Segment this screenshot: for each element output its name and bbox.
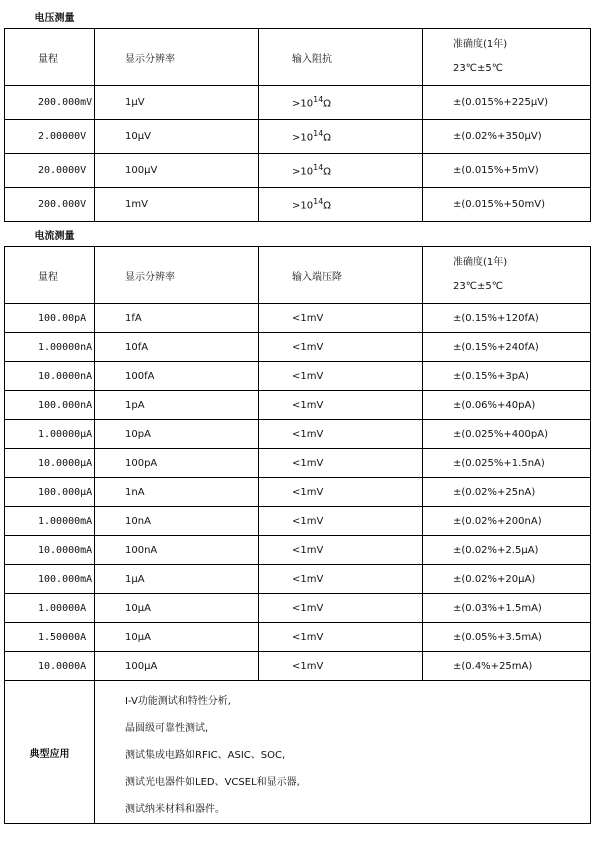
range-cell: 1.00000μA [5, 420, 95, 449]
range-cell: 1.00000A [5, 594, 95, 623]
range-cell: 200.000V [5, 188, 95, 222]
accuracy-cell: ±(0.015%+5mV) [423, 154, 591, 188]
range-cell: 2.00000V [5, 120, 95, 154]
burden-voltage-cell: <1mV [259, 420, 423, 449]
table-row [5, 154, 591, 188]
header-range: 量程 [5, 29, 95, 86]
table-row [5, 120, 591, 154]
accuracy-cell: ±(0.4%+25mA) [423, 652, 591, 681]
table-row [5, 391, 591, 420]
accuracy-cell: ±(0.02%+2.5μA) [423, 536, 591, 565]
impedance-exponent: 14 [313, 129, 324, 139]
application-item: 测试光电器件如LED、VCSEL和显示器, [125, 776, 300, 788]
accuracy-cell: ±(0.025%+400pA) [423, 420, 591, 449]
impedance-exponent: 14 [313, 163, 324, 173]
resolution-cell: 1μA [95, 565, 259, 594]
table-row [5, 188, 591, 222]
header-range: 量程 [5, 247, 95, 304]
accuracy-cell: ±(0.02%+350μV) [423, 120, 591, 154]
resolution-cell: 100μV [95, 154, 259, 188]
burden-voltage-cell: <1mV [259, 565, 423, 594]
application-item: 测试集成电路如RFIC、ASIC、SOC, [125, 749, 286, 761]
table-row [5, 304, 591, 333]
applications-section [5, 681, 591, 824]
voltage-rows [5, 86, 591, 222]
resolution-cell: 10fA [95, 333, 259, 362]
spec-table [4, 4, 591, 824]
impedance-base: >10 [292, 166, 314, 178]
header-resolution: 显示分辨率 [95, 29, 259, 86]
accuracy-cell: ±(0.02%+20μA) [423, 565, 591, 594]
burden-voltage-cell: <1mV [259, 391, 423, 420]
accuracy-cell: ±(0.15%+3pA) [423, 362, 591, 391]
table-row [5, 362, 591, 391]
range-cell: 10.0000μA [5, 449, 95, 478]
application-item: I-V功能测试和特性分析, [125, 695, 231, 707]
range-cell: 10.0000nA [5, 362, 95, 391]
burden-voltage-cell: <1mV [259, 333, 423, 362]
impedance-exponent: 14 [313, 197, 324, 207]
resolution-cell: 1mV [95, 188, 259, 222]
table-row [5, 478, 591, 507]
table-row [5, 420, 591, 449]
header-resolution: 显示分辨率 [95, 247, 259, 304]
applications-list [95, 681, 591, 824]
accuracy-cell: ±(0.05%+3.5mA) [423, 623, 591, 652]
table-row [5, 594, 591, 623]
accuracy-period: 准确度(1年) [453, 257, 508, 268]
impedance-unit: Ω [323, 166, 331, 178]
table-row [5, 449, 591, 478]
accuracy-cell: ±(0.02%+25nA) [423, 478, 591, 507]
impedance-base: >10 [292, 132, 314, 144]
table-row [5, 652, 591, 681]
impedance-cell [259, 86, 423, 120]
current-header-row [5, 247, 591, 304]
accuracy-temperature: 23℃±5℃ [453, 63, 503, 74]
burden-voltage-cell: <1mV [259, 304, 423, 333]
impedance-unit: Ω [323, 98, 331, 110]
voltage-section [5, 4, 591, 86]
burden-voltage-cell: <1mV [259, 478, 423, 507]
range-cell: 1.50000A [5, 623, 95, 652]
range-cell: 1.00000nA [5, 333, 95, 362]
resolution-cell: 100nA [95, 536, 259, 565]
burden-voltage-cell: <1mV [259, 536, 423, 565]
accuracy-cell: ±(0.025%+1.5nA) [423, 449, 591, 478]
resolution-cell: 1fA [95, 304, 259, 333]
impedance-base: >10 [292, 98, 314, 110]
resolution-cell: 10μA [95, 594, 259, 623]
accuracy-cell: ±(0.015%+225μV) [423, 86, 591, 120]
resolution-cell: 10pA [95, 420, 259, 449]
table-row [5, 86, 591, 120]
range-cell: 1.00000mA [5, 507, 95, 536]
table-row [5, 507, 591, 536]
resolution-cell: 1nA [95, 478, 259, 507]
impedance-unit: Ω [323, 132, 331, 144]
range-cell: 100.000mA [5, 565, 95, 594]
range-cell: 100.00pA [5, 304, 95, 333]
application-item: 测试纳米材料和器件。 [125, 803, 225, 815]
resolution-cell: 10μV [95, 120, 259, 154]
range-cell: 10.0000mA [5, 536, 95, 565]
current-rows [5, 304, 591, 681]
burden-voltage-cell: <1mV [259, 449, 423, 478]
accuracy-temperature: 23℃±5℃ [453, 281, 503, 292]
current-section-title: 电流测量 [5, 222, 591, 247]
impedance-cell [259, 120, 423, 154]
accuracy-cell: ±(0.02%+200nA) [423, 507, 591, 536]
table-row [5, 565, 591, 594]
range-cell: 200.000mV [5, 86, 95, 120]
accuracy-cell: ±(0.03%+1.5mA) [423, 594, 591, 623]
table-row [5, 536, 591, 565]
header-burden-voltage: 输入端压降 [259, 247, 423, 304]
application-item: 晶圆级可靠性测试, [125, 722, 209, 734]
applications-label: 典型应用 [5, 681, 95, 824]
voltage-section-title: 电压测量 [5, 4, 591, 29]
resolution-cell: 100μA [95, 652, 259, 681]
resolution-cell: 1pA [95, 391, 259, 420]
burden-voltage-cell: <1mV [259, 507, 423, 536]
resolution-cell: 10nA [95, 507, 259, 536]
accuracy-cell: ±(0.015%+50mV) [423, 188, 591, 222]
burden-voltage-cell: <1mV [259, 594, 423, 623]
header-accuracy [423, 247, 591, 304]
resolution-cell: 1μV [95, 86, 259, 120]
resolution-cell: 10μA [95, 623, 259, 652]
impedance-base: >10 [292, 200, 314, 212]
header-impedance: 输入阻抗 [259, 29, 423, 86]
accuracy-period: 准确度(1年) [453, 39, 508, 50]
burden-voltage-cell: <1mV [259, 623, 423, 652]
accuracy-cell: ±(0.06%+40pA) [423, 391, 591, 420]
resolution-cell: 100pA [95, 449, 259, 478]
table-row [5, 333, 591, 362]
impedance-exponent: 14 [313, 95, 324, 105]
impedance-cell [259, 154, 423, 188]
burden-voltage-cell: <1mV [259, 362, 423, 391]
range-cell: 100.000nA [5, 391, 95, 420]
impedance-unit: Ω [323, 200, 331, 212]
burden-voltage-cell: <1mV [259, 652, 423, 681]
range-cell: 20.0000V [5, 154, 95, 188]
resolution-cell: 100fA [95, 362, 259, 391]
impedance-cell [259, 188, 423, 222]
current-section [5, 222, 591, 304]
voltage-header-row [5, 29, 591, 86]
accuracy-cell: ±(0.15%+120fA) [423, 304, 591, 333]
table-row [5, 623, 591, 652]
range-cell: 10.0000A [5, 652, 95, 681]
header-accuracy [423, 29, 591, 86]
accuracy-cell: ±(0.15%+240fA) [423, 333, 591, 362]
range-cell: 100.000μA [5, 478, 95, 507]
